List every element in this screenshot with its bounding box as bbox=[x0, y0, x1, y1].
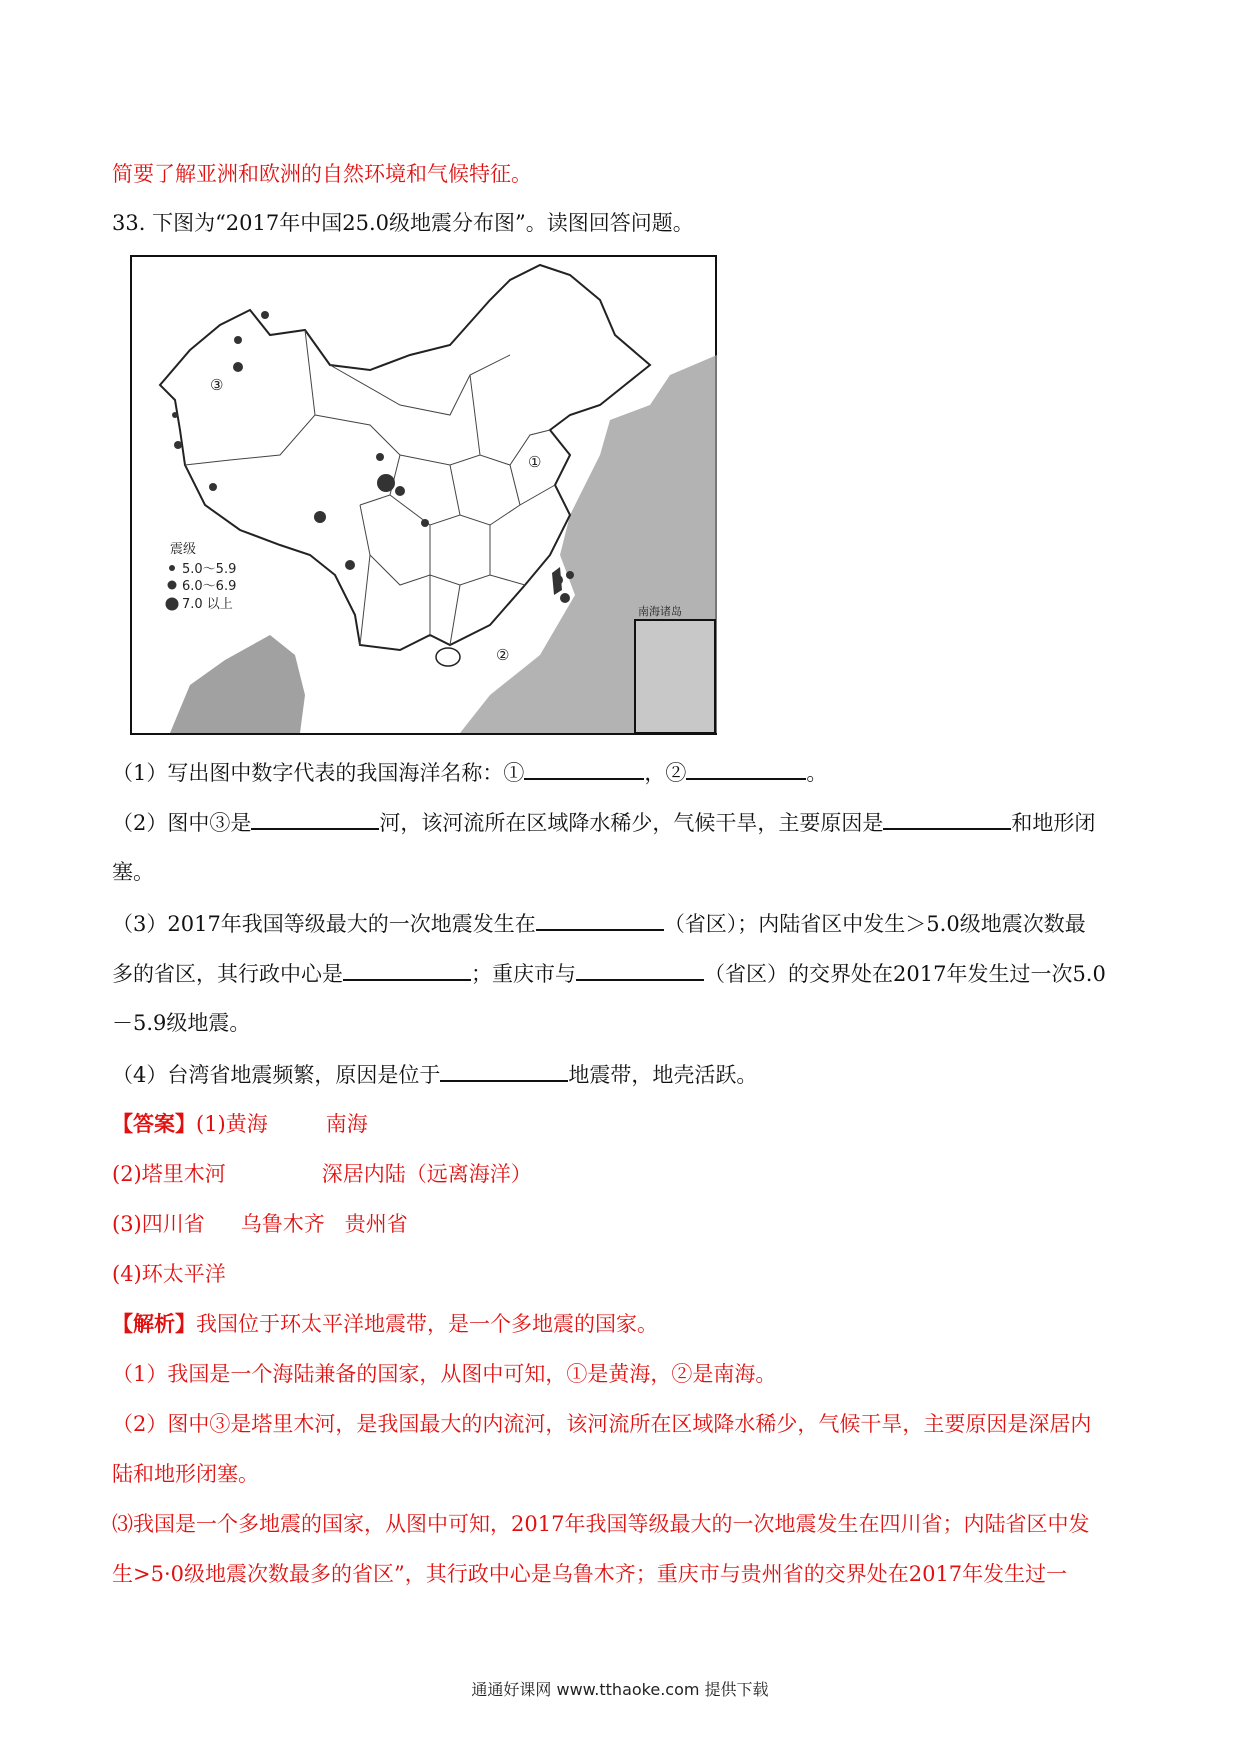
analysis-line-2: （2）图中③是塔里木河，是我国最大的内流河，该河流所在区域降水稀少，气候干旱，主要原因是深居内 bbox=[112, 1412, 1092, 1436]
analysis-line-2-cont: 陆和地形闭塞。 bbox=[112, 1462, 259, 1486]
analysis-line-3: ⑶我国是一个多地震的国家，从图中可知，2017年我国等级最大的一次地震发生在四川省；内陆省区中发 bbox=[112, 1512, 1090, 1536]
question-title: 33. 下图为“2017年中国25.0级地震分布图”。读图回答问题。 bbox=[112, 211, 694, 235]
legend-item-small: 5.0～5.9 bbox=[182, 562, 237, 577]
answer-tag: 【答案】 bbox=[112, 1111, 196, 1136]
answer-blank[interactable] bbox=[440, 1060, 568, 1082]
question-3-cont: 多的省区，其行政中心是 ；重庆市与 （省区）的交界处在2017年发生过一次5.0 bbox=[112, 959, 1106, 988]
question-2: （2）图中③是 河，该河流所在区域降水稀少，气候干旱，主要原因是 和地形闭 bbox=[112, 808, 1095, 837]
marker-3: ③ bbox=[210, 376, 224, 394]
answer-blank[interactable] bbox=[251, 808, 379, 830]
question-3-end: －5.9级地震。 bbox=[112, 1011, 251, 1035]
answer-line-1: 【答案】(1)黄海 南海 bbox=[112, 1111, 368, 1136]
answer-blank[interactable] bbox=[536, 909, 664, 931]
answer-blank[interactable] bbox=[686, 758, 806, 780]
south-china-sea-inset bbox=[635, 620, 715, 733]
question-1: （1）写出图中数字代表的我国海洋名称：① ，② 。 bbox=[112, 758, 827, 787]
answer-blank[interactable] bbox=[343, 959, 471, 981]
intro-note: 简要了解亚洲和欧洲的自然环境和气候特征。 bbox=[112, 162, 532, 186]
answer-line-3: (3)四川省 乌鲁木齐 贵州省 bbox=[112, 1212, 408, 1236]
answer-blank[interactable] bbox=[524, 758, 644, 780]
analysis-line-0: 【解析】我国位于环太平洋地震带，是一个多地震的国家。 bbox=[112, 1311, 658, 1336]
inset-label: 南海诸岛 bbox=[638, 605, 682, 618]
answer-blank[interactable] bbox=[883, 808, 1011, 830]
page-footer: 通通好课网 www.tthaoke.com 提供下载 bbox=[471, 1680, 769, 1699]
marker-2: ② bbox=[496, 646, 510, 664]
marker-1: ① bbox=[528, 453, 542, 471]
analysis-tag: 【解析】 bbox=[112, 1311, 196, 1336]
question-4: （4）台湾省地震频繁，原因是位于 地震带，地壳活跃。 bbox=[112, 1060, 757, 1089]
answer-line-4: (4)环太平洋 bbox=[112, 1262, 226, 1286]
legend-title: 震级 bbox=[170, 542, 197, 557]
analysis-line-3-cont: 生>5·0级地震次数最多的省区”，其行政中心是乌鲁木齐；重庆市与贵州省的交界处在2017年发生过一 bbox=[112, 1562, 1068, 1586]
analysis-line-1: （1）我国是一个海陆兼备的国家，从图中可知，①是黄海，②是南海。 bbox=[112, 1362, 777, 1386]
answer-line-2: (2)塔里木河 深居内陆（远离海洋） bbox=[112, 1162, 532, 1186]
question-2-cont: 塞。 bbox=[112, 860, 154, 884]
question-3: （3）2017年我国等级最大的一次地震发生在 （省区）；内陆省区中发生＞5.0级地震次数最 bbox=[112, 909, 1086, 938]
legend-item-large: 7.0 以上 bbox=[182, 597, 233, 612]
answer-blank[interactable] bbox=[576, 959, 704, 981]
earthquake-map bbox=[130, 255, 717, 735]
legend-item-medium: 6.0～6.9 bbox=[182, 579, 237, 594]
